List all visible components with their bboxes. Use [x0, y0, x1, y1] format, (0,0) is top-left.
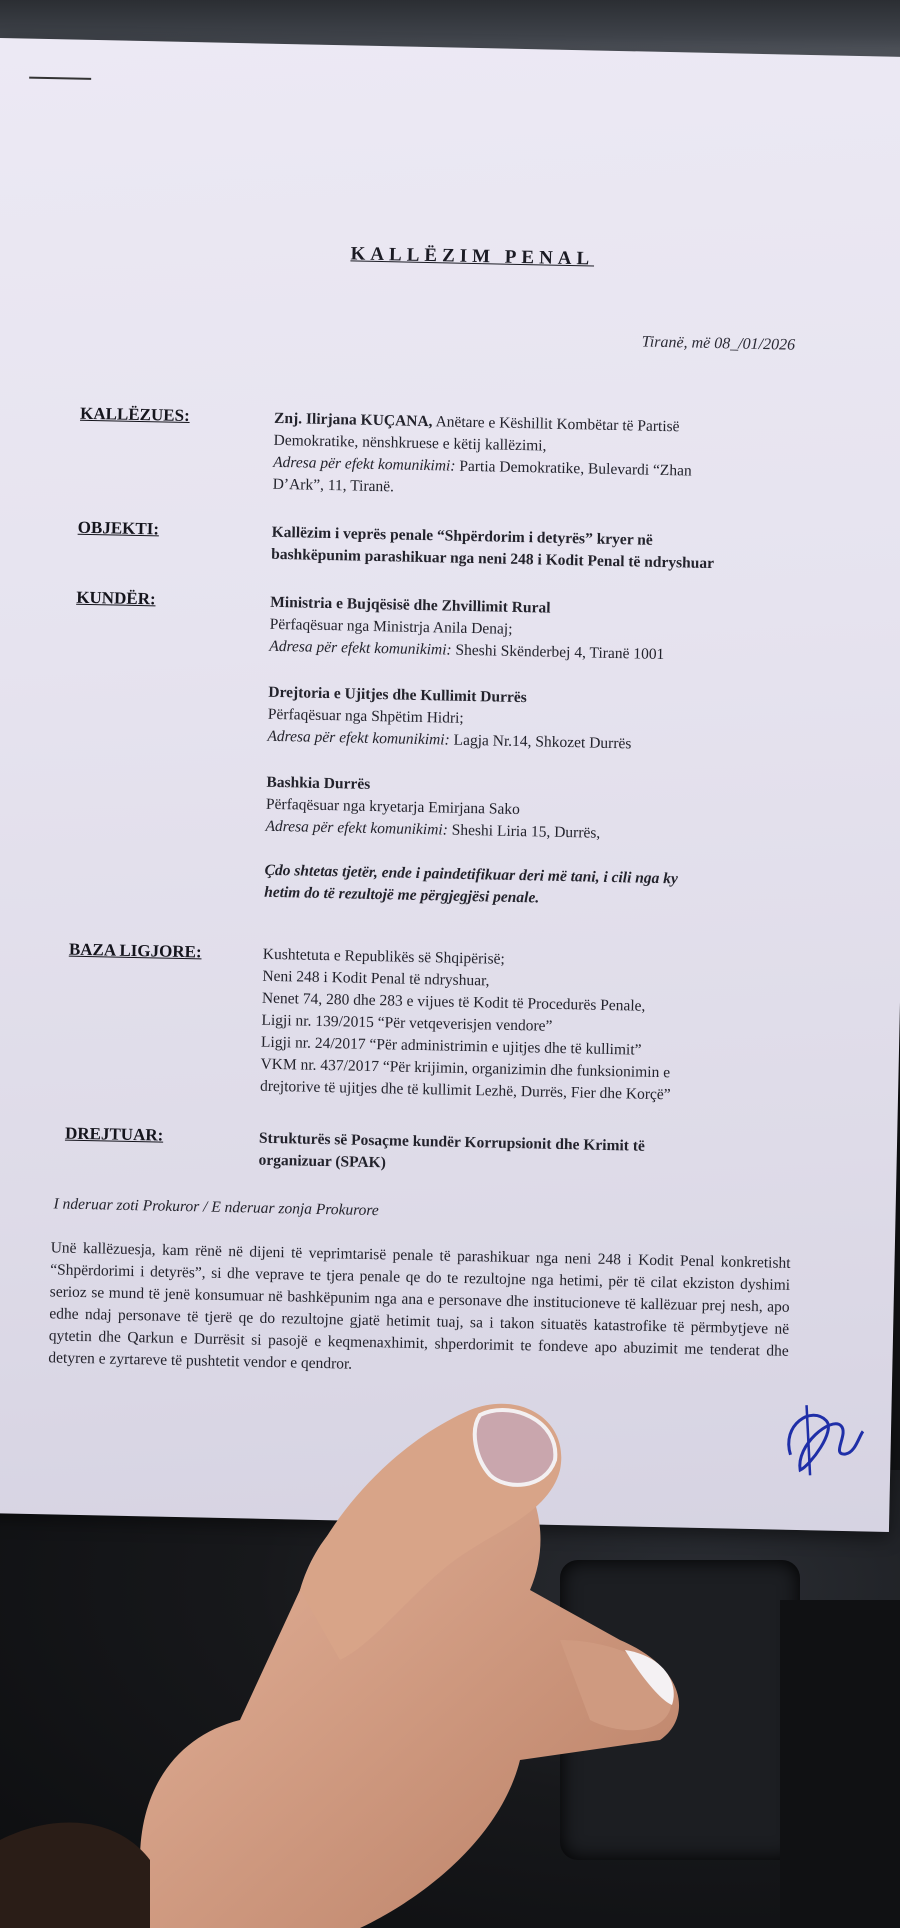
kallezues-name: Znj. Ilirjana KUÇANA,: [273, 409, 433, 431]
kunder-closing-line2: hetim do të rezultojë me përgjegjësi penale.: [263, 883, 540, 907]
document-page: [0, 38, 900, 1532]
block-drejtuar: [258, 1128, 839, 1184]
kallezues-line1: Anëtare e Këshillit Kombëtar të Partisë: [432, 413, 680, 436]
label-kallezues: KALLËZUES:: [79, 403, 190, 426]
baza-line: Kushtetuta e Republikës së Shqipërisë;: [262, 945, 505, 968]
block-baza-ligjore: [260, 944, 843, 1110]
party-rep: Përfaqësuar nga Shpëtim Hidri;: [267, 705, 464, 727]
hand-holding-page: [0, 1340, 700, 1928]
party-address-label: Adresa për efekt komunikimi:: [267, 727, 450, 749]
baza-line: Ligji nr. 24/2017 “Për administrimin e ujitjes dhe të kullimit”: [260, 1033, 642, 1059]
party-rep: Përfaqësuar nga Ministrja Anila Denaj;: [269, 615, 513, 638]
label-kunder: KUNDËR:: [76, 587, 156, 609]
baza-line: drejtorive të ujitjes dhe të kullimit Lezhë, Durrës, Fier dhe Korçë”: [259, 1077, 671, 1104]
label-baza-ligjore: BAZA LIGJORE:: [68, 939, 202, 962]
baza-line: VKM nr. 437/2017 “Për krijimin, organizimin dhe funksionimin e: [260, 1055, 671, 1082]
label-objekti: OBJEKTI:: [77, 517, 160, 539]
party-name: Bashkia Durrës: [266, 773, 371, 793]
salutation: I nderuar zoti Prokuror / E nderuar zonja Prokurore: [53, 1195, 379, 1220]
drejtuar-line2: organizuar (SPAK): [258, 1151, 387, 1172]
baza-line: Ligji nr. 139/2015 “Për vetqeverisjen vendore”: [261, 1011, 553, 1035]
kunder-closing-line1: Çdo shtetas tjetër, ende i paindetifikuar deri më tani, i cili nga ky: [264, 861, 679, 888]
kallezues-address-label: Adresa për efekt komunikimi:: [272, 453, 456, 475]
car-panel: [780, 1600, 900, 1928]
kallezues-address-value: Partia Demokratike, Bulevardi “Zhan: [455, 457, 692, 480]
block-objekti: [271, 522, 852, 578]
party-address-value: Lagja Nr.14, Shkozet Durrës: [449, 731, 632, 753]
baza-line: Neni 248 i Kodit Penal të ndryshuar,: [262, 967, 490, 990]
objekti-line1: Kallëzim i veprës penale “Shpërdorim i detyrës” kryer në: [271, 523, 653, 549]
party-address-value: Sheshi Skënderbej 4, Tiranë 1001: [451, 641, 665, 664]
kallezues-line2: Demokratike, nënshkruese e këtij kallëzimi,: [273, 431, 547, 455]
document-title: KALLËZIM PENAL: [350, 243, 595, 270]
kallezues-address-cont: D’Ark”, 11, Tiranë.: [272, 475, 395, 496]
baza-line: Nenet 74, 280 dhe 283 e vijues të Kodit të Procedurës Penale,: [261, 989, 646, 1015]
block-kunder: [264, 592, 850, 916]
party-address-label: Adresa për efekt komunikimi:: [269, 637, 452, 659]
label-drejtuar: DREJTUAR:: [64, 1123, 164, 1145]
party-name: Ministria e Bujqësisë dhe Zhvillimit Rural: [270, 593, 551, 617]
block-kallezues: [272, 408, 854, 508]
party-name: Drejtoria e Ujitjes dhe Kullimit Durrës: [268, 683, 527, 707]
body-paragraph: Unë kallëzuesja, kam rënë në dijeni të veprimtarisë penale të parashikuar nga neni 248 i Kodit Penal konkretisht “Shpërdorimi i detyrës”, si dhe veprave te tjera penale qe do te rezultojne nga hetimi, për të cilat ekziston dyshimi serioz se mund të jenë konsumuar në bashkëpunim nga ana e personave dhe institucioneve të kallëzuar prej nesh, apo edhe ndaj personave të tjerë qe do rezultojne gjatë hetimit tuaj, sa i takon situatës katastrofike të përmbytjeve në qytetin dhe Qarkun e Durrësit si pasojë e keqmenaxhimit, shperdorimit te fondeve apo abuzimit me tenderat dhe detyren e zyrtareve të pushtetit vendor e qendror.: [48, 1239, 791, 1373]
objekti-line2: bashkëpunim parashikuar nga neni 248 i Kodit Penal të ndryshuar: [271, 545, 715, 573]
document-date: Tiranë, më 08_/01/2026: [641, 333, 796, 354]
drejtuar-line1: Strukturës së Posaçme kundër Korrupsionit dhe Krimit të: [258, 1129, 646, 1155]
party-rep: Përfaqësuar nga kryetarja Emirjana Sako: [265, 795, 521, 819]
party-address-value: Sheshi Liria 15, Durrës,: [447, 821, 601, 842]
corner-mark: [29, 77, 91, 80]
signature-icon: [770, 1384, 867, 1486]
party-address-label: Adresa për efekt komunikimi:: [265, 817, 449, 839]
